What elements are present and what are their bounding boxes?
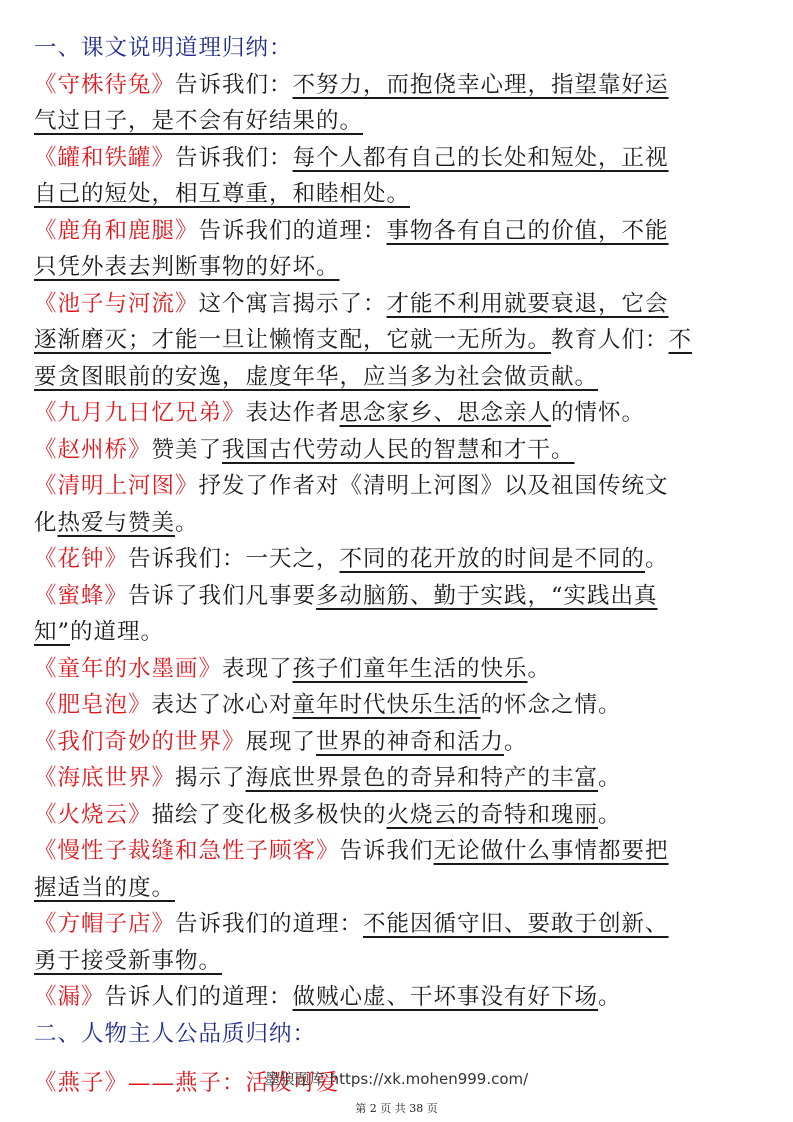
lesson-title: 《我们奇妙的世界》 (34, 728, 246, 755)
lesson-title: 《清明上河图》 (34, 473, 199, 499)
line-text: 。 (527, 655, 552, 682)
line-text: 告诉人们的道理： (104, 984, 293, 1010)
summary-line (34, 286, 760, 323)
summary-line (34, 249, 760, 286)
summary-line (34, 943, 760, 980)
line-text: 化 (34, 509, 58, 536)
summary-line (34, 322, 760, 359)
summary-line (34, 578, 760, 615)
content-area (34, 30, 760, 1052)
underlined-key-point: 不能因循守旧、要敢于创新、 (363, 911, 669, 937)
line-text: 。 (598, 984, 622, 1010)
lesson-title: 《漏》 (34, 984, 105, 1010)
line-text: 教育人们： (551, 327, 669, 353)
lesson-title: 《花钟》 (34, 546, 129, 572)
lesson-title: 《池子与河流》 (34, 290, 199, 317)
line-text: 抒发了作者对《清明上河图》以及祖国传统文 (198, 473, 669, 499)
summary-line (34, 760, 760, 797)
line-text: 。 (645, 546, 669, 572)
lesson-title: 《慢性子裁缝和急性子顾客》 (34, 838, 340, 864)
summary-line (34, 541, 760, 578)
lesson-title: 《海底世界》 (34, 765, 176, 791)
summary-line (34, 833, 760, 870)
line-text: 表达作者 (245, 400, 340, 426)
underlined-key-point: 知” (34, 619, 71, 645)
lesson-title: 《童年的水墨画》 (34, 655, 223, 682)
line-text: 的怀念之情。 (480, 692, 622, 718)
summary-line (34, 359, 760, 396)
line-text: 的道理。 (70, 619, 165, 645)
lesson-title: 《鹿角和鹿腿》 (34, 217, 199, 244)
lesson-title: 《肥皂泡》 (34, 692, 152, 718)
underlined-key-point: 只凭外表去判断事物的好坏。 (34, 254, 340, 280)
watermark-url: 墨狼题库 https://xk.mohen999.com/ (264, 1070, 529, 1088)
lesson-title: 《方帽子店》 (34, 911, 176, 937)
line-text: 告诉我们的道理： (198, 217, 387, 244)
summary-line (34, 797, 760, 834)
underlined-key-point: 做贼心虚、干坏事没有好下场 (292, 984, 599, 1010)
line-text: 这个寓言揭示了： (198, 290, 387, 317)
lesson-title: 《罐和铁罐》 (34, 144, 176, 171)
underlined-key-point: 不 (668, 327, 693, 353)
summary-line (34, 468, 760, 505)
lesson-title: 《蜜蜂》 (34, 582, 129, 609)
section-2-first-line: 《燕子》——燕子：活泼可爱 (34, 1070, 340, 1096)
line-text: 。 (598, 765, 622, 791)
underlined-key-point: 无论做什么事情都要把 (433, 838, 669, 864)
line-text: 。 (504, 728, 528, 755)
underlined-key-point: 每个人都有自己的长处和短处，正视 (292, 144, 669, 171)
summary-line (34, 870, 760, 907)
underlined-key-point: 握适当的度。 (34, 874, 176, 901)
lesson-title: 《九月九日忆兄弟》 (34, 400, 246, 426)
line-text: 展现了 (245, 728, 317, 755)
line-text: 告诉我们： (175, 144, 293, 171)
summary-line (34, 505, 760, 542)
underlined-key-point: 思念家乡、思念亲人 (339, 400, 552, 426)
lesson-title: 《赵州桥》 (34, 436, 152, 463)
underlined-key-point: 世界的神奇和活力 (316, 728, 505, 755)
underlined-key-point: 不同的花开放的时间是不同的 (339, 546, 646, 572)
line-text: 揭示了 (175, 765, 246, 791)
line-text: 描绘了变化极多极快的 (151, 801, 387, 828)
underlined-key-point: 逐渐磨灭；才能一旦让懒惰支配，它就一无所为。 (34, 327, 552, 353)
line-text: 告诉我们： (175, 71, 293, 98)
summary-line (34, 395, 760, 432)
underlined-key-point: 要贪图眼前的安逸，虚度年华，应当多为社会做贡献。 (34, 363, 599, 390)
summary-line (34, 614, 760, 651)
underlined-key-point: 童年时代快乐生活 (292, 692, 481, 718)
line-text: 赞美了 (151, 436, 223, 463)
summary-line (34, 213, 760, 250)
underlined-key-point: 海底世界景色的奇异和特产的丰富 (245, 765, 599, 791)
line-text: 告诉了我们凡事要 (128, 582, 317, 609)
summary-line (34, 67, 760, 104)
summary-line (34, 176, 760, 213)
summary-line (34, 432, 760, 469)
line-text: 告诉我们的道理： (175, 911, 364, 937)
summary-line (34, 687, 760, 724)
underlined-key-point: 火烧云的奇特和瑰丽 (386, 801, 599, 828)
summary-lines (34, 67, 760, 1016)
underlined-key-point: 气过日子，是不会有好结果的。 (34, 108, 364, 134)
underlined-key-point: 事物各有自己的价值，不能 (386, 217, 669, 244)
line-text: 。 (175, 509, 199, 536)
summary-line (34, 140, 760, 177)
summary-line (34, 724, 760, 761)
underlined-key-point: 才能不利用就要衰退，它会 (386, 290, 669, 317)
line-text: 。 (598, 801, 622, 828)
summary-line (34, 906, 760, 943)
page-number: 第 2 页 共 38 页 (355, 1102, 438, 1115)
line-text: 的情怀。 (551, 400, 646, 426)
underlined-key-point: 多动脑筋、勤于实践，“实践出真 (316, 582, 658, 609)
summary-line (34, 103, 760, 140)
underlined-key-point: 孩子们童年生活的快乐 (292, 655, 528, 682)
line-text: 告诉我们 (339, 838, 434, 864)
underlined-key-point: 不努力，而抱侥幸心理，指望靠好运 (292, 71, 669, 98)
summary-line (34, 651, 760, 688)
lesson-title: 《守株待兔》 (34, 71, 176, 98)
line-text: 表现了 (222, 655, 293, 682)
underlined-key-point: 热爱与赞美 (57, 509, 176, 536)
underlined-key-point: 勇于接受新事物。 (34, 947, 223, 974)
line-text: 表达了冰心对 (151, 692, 293, 718)
underlined-key-point: 自己的短处，相互尊重，和睦相处。 (34, 181, 411, 207)
summary-line (34, 979, 760, 1016)
section-2-heading: 二、人物主人公品质归纳： (34, 1020, 317, 1047)
lesson-title: 《火烧云》 (34, 801, 152, 828)
line-text: 告诉我们：一天之， (128, 546, 340, 572)
section-1-heading: 一、课文说明道理归纳： (34, 35, 293, 61)
underlined-key-point: 我国古代劳动人民的智慧和才干。 (222, 436, 575, 463)
